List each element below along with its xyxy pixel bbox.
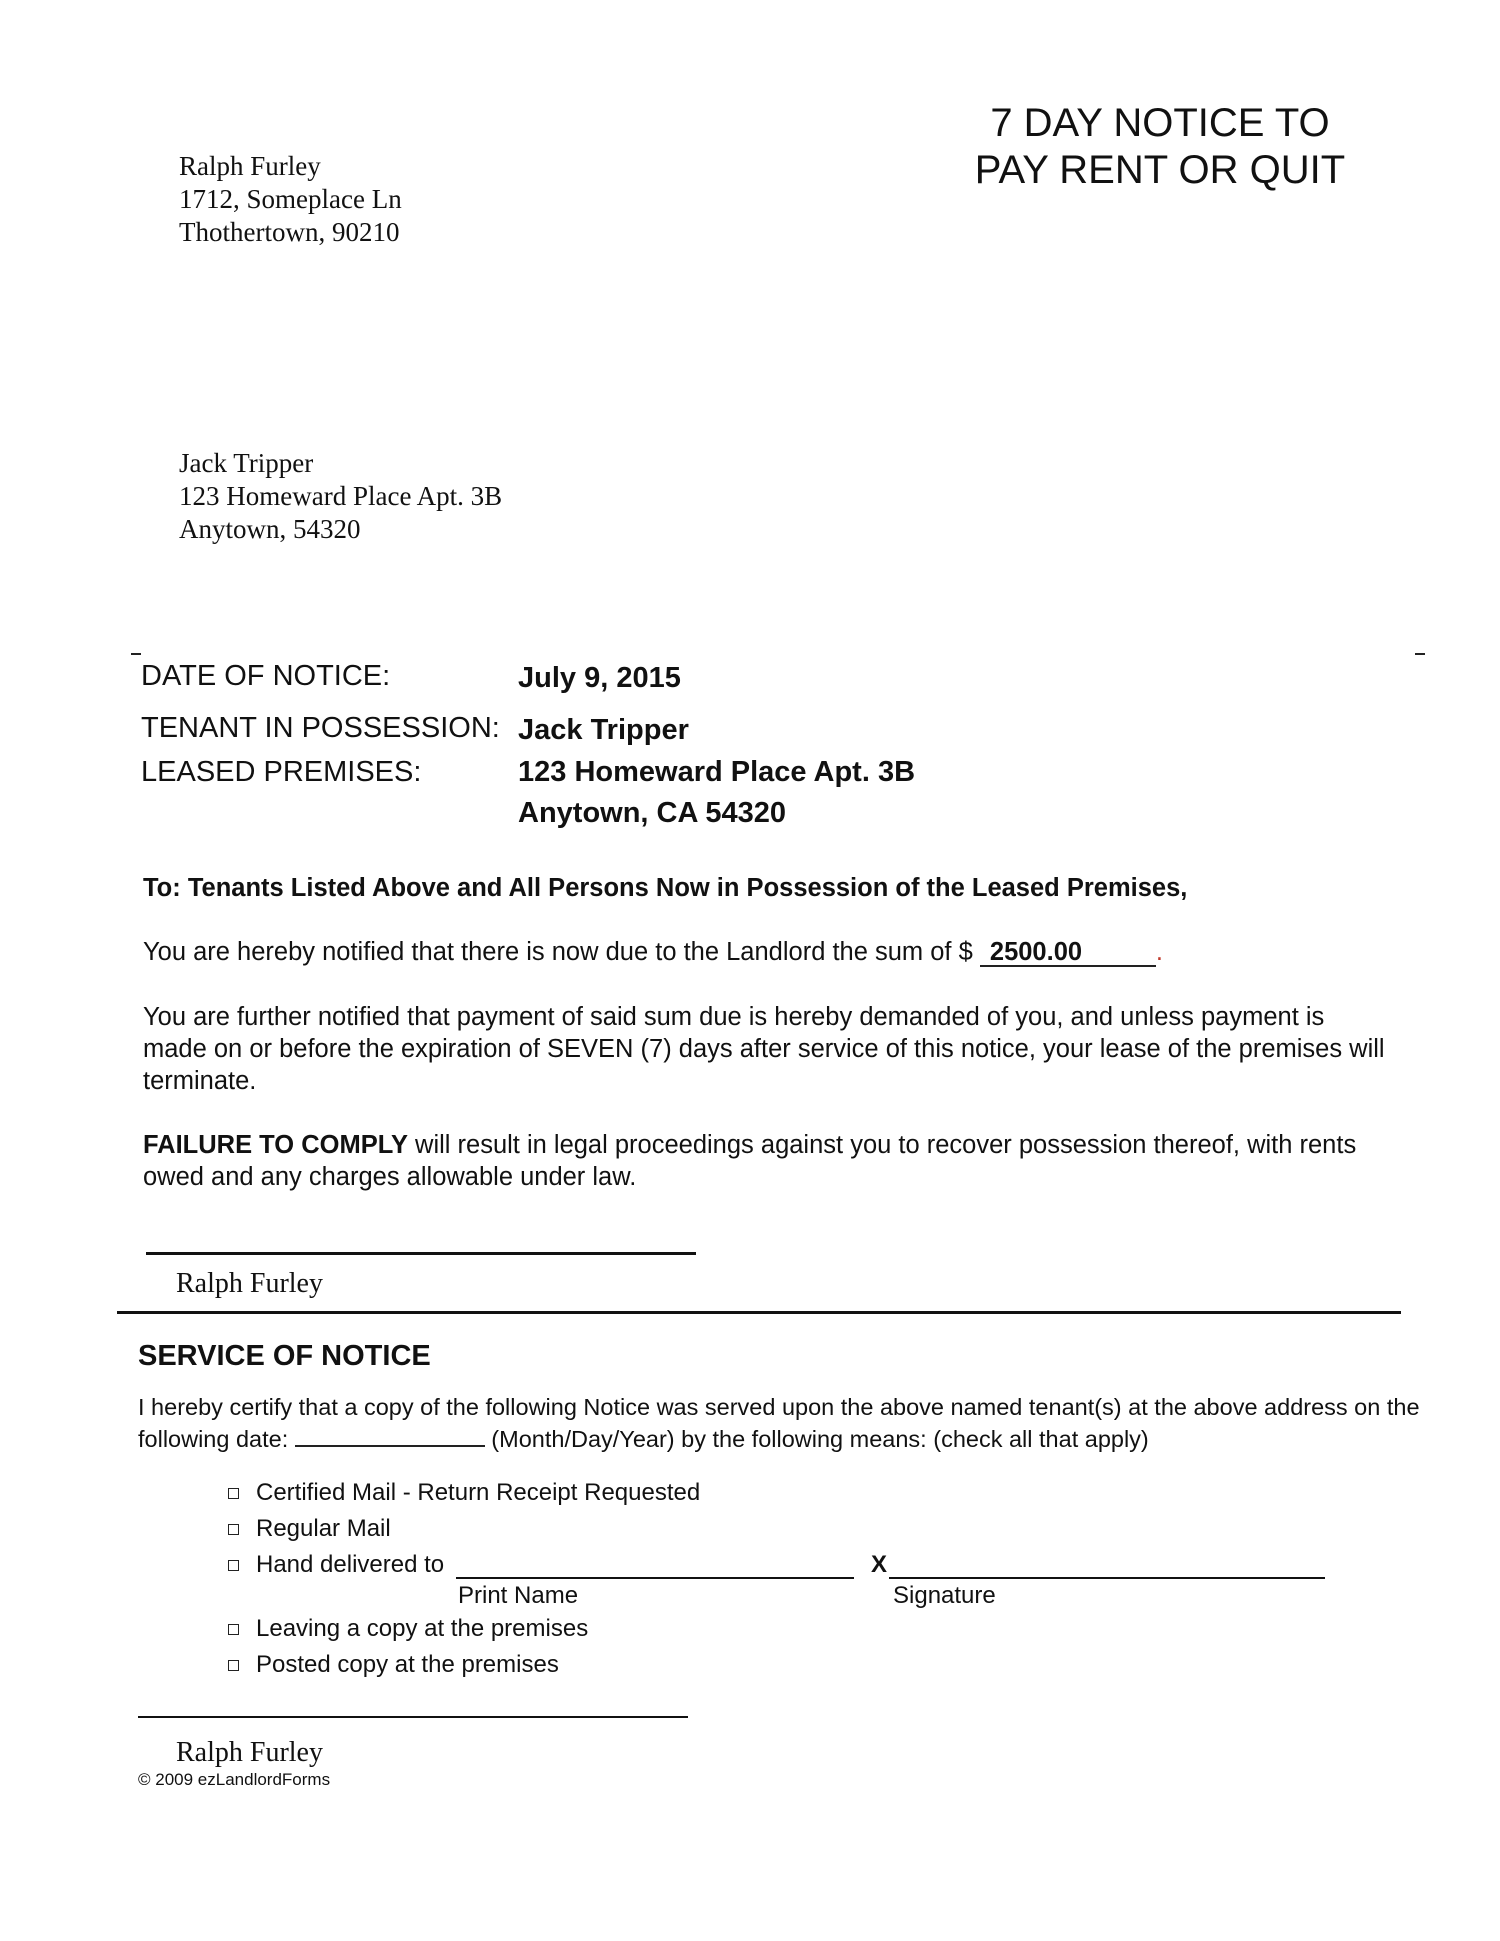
amount-period: . <box>1155 938 1163 966</box>
failure-rest: will result in legal proceedings against you to recover possession thereof, with rents owed and any charges allowable under law. <box>143 1131 1357 1191</box>
checkbox-icon[interactable] <box>228 1660 239 1671</box>
option-label: Certified Mail - Return Receipt Requested <box>256 1479 701 1506</box>
checkbox-icon[interactable] <box>228 1624 239 1635</box>
notice-title <box>860 100 1460 194</box>
tenant-address <box>179 447 502 546</box>
service-text-part-2: (Month/Day/Year) by the following means: (check all that apply) <box>484 1426 1149 1452</box>
corner-tick-left <box>131 653 141 655</box>
tenant-name: Jack Tripper <box>179 448 314 478</box>
tenant-in-possession-label: TENANT IN POSSESSION: <box>141 712 500 744</box>
print-name-label: Print Name <box>458 1582 579 1609</box>
option-posted-copy <box>228 1651 559 1679</box>
signature-line-2 <box>138 1716 688 1718</box>
signature-label: Signature <box>893 1582 996 1609</box>
landlord-address <box>179 150 402 249</box>
amount-due: 2500.00 <box>980 939 1156 967</box>
print-name-field[interactable] <box>456 1577 854 1579</box>
landlord-city: Thothertown, 90210 <box>179 217 400 247</box>
tenant-in-possession-value: Jack Tripper <box>518 714 689 746</box>
failure-bold: FAILURE TO COMPLY <box>143 1131 408 1159</box>
checkbox-icon[interactable] <box>228 1524 239 1535</box>
corner-tick-right <box>1415 653 1425 655</box>
checkbox-icon[interactable] <box>228 1488 239 1499</box>
date-of-notice-label: DATE OF NOTICE: <box>141 660 391 692</box>
service-text-part-1: I hereby certify that a copy of the following Notice was served upon the above named tenant(s) at the above address on the following date: <box>138 1394 1420 1452</box>
option-label: Leaving a copy at the premises <box>256 1615 589 1642</box>
signature-line-1 <box>146 1252 696 1255</box>
title-line-2: PAY RENT OR QUIT <box>974 148 1346 192</box>
option-label: Hand delivered to <box>256 1551 445 1578</box>
landlord-street: 1712, Someplace Ln <box>179 184 402 214</box>
checkbox-icon[interactable] <box>228 1560 239 1571</box>
title-line-1: 7 DAY NOTICE TO <box>990 101 1330 145</box>
leased-premises-label: LEASED PREMISES: <box>141 756 422 788</box>
to-line: To: Tenants Listed Above and All Persons Now in Possession of the Leased Premises, <box>143 874 1188 902</box>
copyright-notice: © 2009 ezLandlordForms <box>138 1770 331 1789</box>
signature-field[interactable] <box>889 1577 1325 1579</box>
sum-due-line <box>143 936 1388 968</box>
option-certified-mail <box>228 1479 700 1507</box>
tenant-street: 123 Homeward Place Apt. 3B <box>179 481 503 511</box>
section-separator <box>117 1311 1401 1314</box>
option-label: Regular Mail <box>256 1515 391 1542</box>
x-mark: X <box>871 1551 888 1578</box>
option-leaving-copy <box>228 1615 588 1643</box>
failure-paragraph <box>143 1129 1388 1193</box>
option-label: Posted copy at the premises <box>256 1651 559 1678</box>
landlord-name: Ralph Furley <box>179 151 321 181</box>
signature-name-1: Ralph Furley <box>176 1268 323 1299</box>
sum-due-text: You are hereby notified that there is now due to the Landlord the sum of $ <box>143 938 973 966</box>
option-hand-delivered <box>228 1551 444 1579</box>
further-notice-paragraph: You are further notified that payment of said sum due is hereby demanded of you, and unless payment is made on or before the expiration of SEVEN (7) days after service of this notice, your lease of the premises will terminate. <box>143 1003 1385 1095</box>
option-regular-mail <box>228 1515 391 1543</box>
tenant-city: Anytown, 54320 <box>179 514 361 544</box>
leased-premises-line-2: Anytown, CA 54320 <box>518 797 787 829</box>
service-date-field[interactable] <box>295 1423 485 1447</box>
date-of-notice-value: July 9, 2015 <box>518 662 681 694</box>
service-of-notice-heading: SERVICE OF NOTICE <box>138 1340 431 1372</box>
service-certify-text <box>138 1392 1438 1455</box>
signature-name-2: Ralph Furley <box>176 1737 323 1768</box>
leased-premises-line-1: 123 Homeward Place Apt. 3B <box>518 756 916 788</box>
